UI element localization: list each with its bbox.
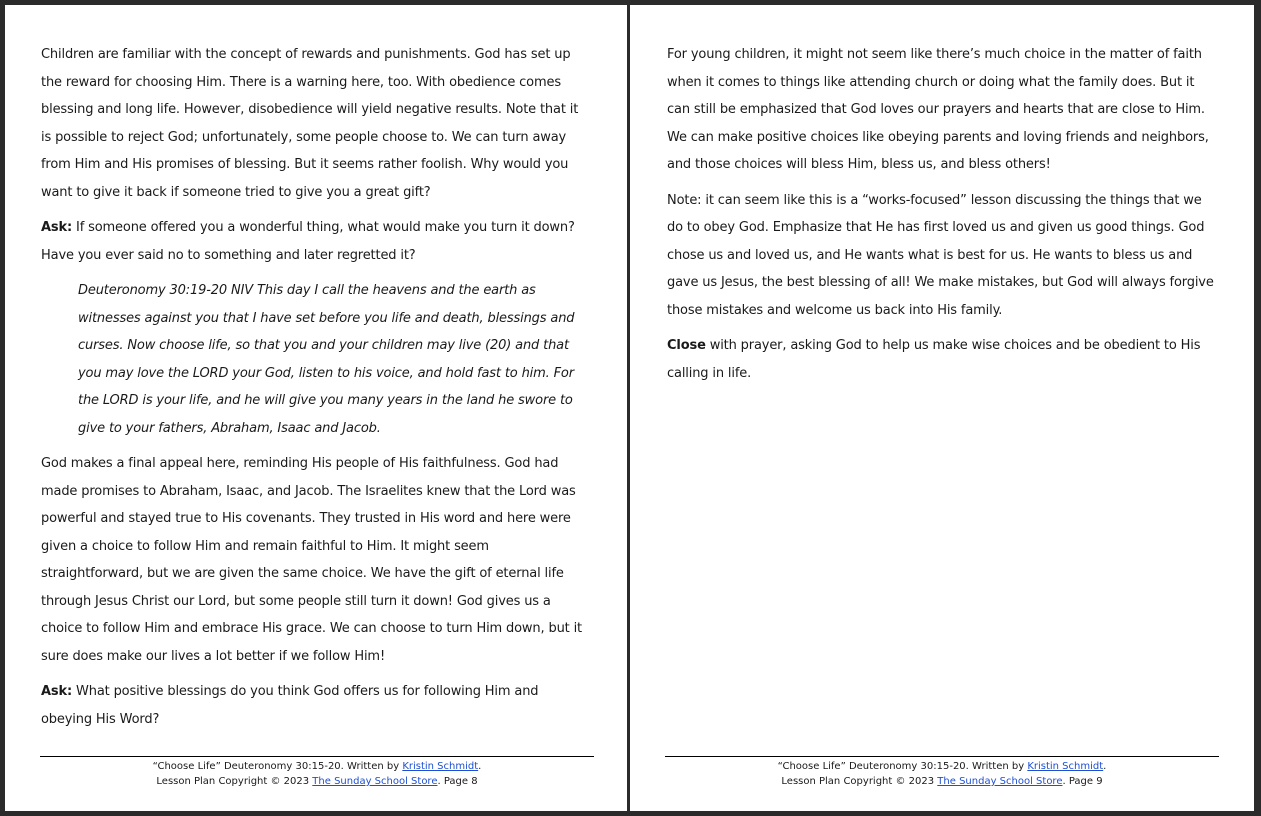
paragraph-note: Note: it can seem like this is a “works-focused” lesson discussing the things that we do to obey God. Emphasize that He has first loved us and given us good things. God chose us and loved us, and He wants what is best for us. He wants to bless us and gave us Jesus, the best blessing of all! We make mistakes, but God will always forgive those mistakes and welcome us back into His family. <box>667 192 1214 318</box>
paragraph-rewards: Children are familiar with the concept of rewards and punishments. God has set up the reward for choosing Him. There is a warning here, too. With obedience comes blessing and long life. However, disobedience will yield negative results. Note that it is possible to reject God; unfortunately, some people choose to. We can turn away from Him and His promises of blessing. But it seems rather foolish. Why would you want to give it back if someone tried to give you a great gift? <box>41 47 579 200</box>
footer-copyright: Lesson Plan Copyright © 2023 <box>781 776 938 787</box>
footer-line-2 <box>40 774 594 789</box>
author-link[interactable]: Kristin Schmidt <box>1027 761 1104 772</box>
store-link[interactable]: The Sunday School Store <box>312 776 438 787</box>
store-link[interactable]: The Sunday School Store <box>937 776 1063 787</box>
scripture-quote: Deuteronomy 30:19-20 NIV This day I call the heavens and the earth as witnesses against you that I have set before you life and death, blessings and curses. Now choose life, so that you and your children may live (20) and that you may love the LORD your God, listen to his voice, and hold fast to him. For the LORD is your life, and he will give you many years in the land he swore to give to your fathers, Abraham, Isaac and Jacob. <box>78 283 575 436</box>
ask-text: If someone offered you a wonderful thing, what would make you turn it down? Have you ever said no to something and later regretted it? <box>41 220 575 263</box>
footer-copyright: Lesson Plan Copyright © 2023 <box>156 776 313 787</box>
footer-punct: . <box>1103 761 1107 772</box>
author-link[interactable]: Kristin Schmidt <box>402 761 479 772</box>
page-footer <box>40 756 594 789</box>
page-number: . Page 9 <box>1062 776 1103 787</box>
footer-divider <box>40 756 594 757</box>
left-page-content <box>41 41 591 741</box>
paragraph-young-children: For young children, it might not seem like there’s much choice in the matter of faith when it comes to things like attending church or doing what the family does. But it can still be emphasized that God loves our prayers and hearts that are close to Him. We can make positive choices like obeying parents and loving friends and neighbors, and those choices will bless Him, bless us, and bless others! <box>667 47 1209 172</box>
right-page <box>630 5 1254 811</box>
ask-text: What positive blessings do you think God offers us for following Him and obeying His Word? <box>41 684 539 727</box>
close-instruction <box>667 332 1219 387</box>
ask-label: Ask: <box>41 220 73 235</box>
paragraph-final-appeal: God makes a final appeal here, reminding His people of His faithfulness. God had made promises to Abraham, Isaac, and Jacob. The Israelites knew that the Lord was powerful and stayed true to His covenants. They trusted in His word and here were given a choice to follow Him and remain faithful to Him. It might seem straightforward, but we are given the same choice. We have the gift of eternal life through Jesus Christ our Lord, but some people still turn it down! God gives us a choice to follow Him and embrace His grace. We can choose to turn Him down, but it sure does make our lives a lot better if we follow Him! <box>41 456 582 664</box>
left-page <box>5 5 627 811</box>
ask-label: Ask: <box>41 684 73 699</box>
footer-line-2 <box>665 774 1219 789</box>
footer-title: “Choose Life” Deuteronomy 30:15-20. Written by <box>152 761 403 772</box>
page-footer <box>665 756 1219 789</box>
close-label: Close <box>667 338 706 353</box>
right-page-content <box>667 41 1219 395</box>
footer-line-1 <box>40 759 594 774</box>
footer-title: “Choose Life” Deuteronomy 30:15-20. Written by <box>777 761 1028 772</box>
footer-divider <box>665 756 1219 757</box>
ask-question-2 <box>41 678 591 733</box>
footer-punct: . <box>478 761 482 772</box>
footer-line-1 <box>665 759 1219 774</box>
ask-question-1 <box>41 214 591 269</box>
close-text: with prayer, asking God to help us make wise choices and be obedient to His calling in life. <box>667 338 1201 381</box>
page-number: . Page 8 <box>437 776 478 787</box>
